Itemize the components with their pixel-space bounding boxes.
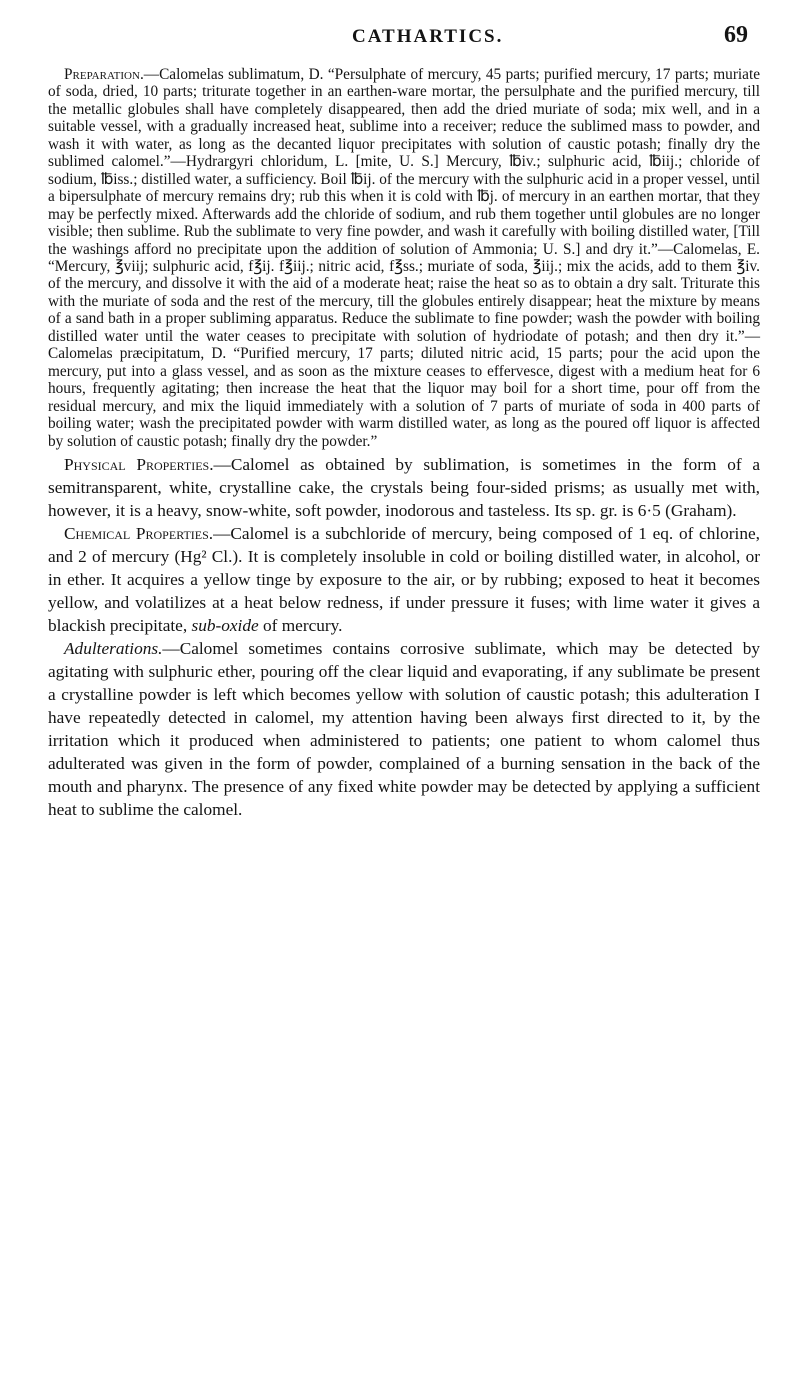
- sub-oxide-term: sub-oxide: [191, 615, 259, 635]
- chemical-properties-heading: Chemical Properties.: [64, 523, 214, 543]
- preparation-text: —Calomelas sublimatum, D. “Persulphate of mercury, 45 parts; purified mercury, 17 parts; muriate of soda, dried, 10 parts; triturate together in an earthen-ware mortar, the persulphate and the purified mercury, till the metallic globules shall have completely disappeared, then add the dried muriate of soda; mix well, and in a suitable vessel, with a gradually increased heat, sublime into a receiver; reduce the sublimed mass to powder, and wash it with water, as long as the decanted liquor precipitates with solution of caustic potash; finally dry the sublimed calomel.”—Hydrargyri chloridum, L. [mite, U. S.] Mercury, ℔iv.; sulphuric acid, ℔iij.; chloride of sodium, ℔iss.; distilled water, a sufficiency. Boil ℔ij. of the mercury with the sulphuric acid in a proper vessel, until a bipersulphate of mercury remains dry; rub this when it is cold with ℔j. of mercury in an earthen mortar, that they may be perfectly mixed. Afterwards add the chloride of sodium, and rub them together until globules are no longer visible; then sublime. Rub the sublimate to very fine powder, and wash it carefully with boiling distilled water, [Till the washings afford no precipitate upon the addition of solution of Ammonia; U. S.] and dry it.”—Calomelas, E. “Mercury, ℥viij; sulphuric acid, f℥ij. f℥iij.; nitric acid, f℥ss.; muriate of soda, ℥iij.; mix the acids, add to them ℥iv. of the mercury, and dissolve it with the aid of a moderate heat; raise the heat so as to obtain a dry salt. Triturate this with the muriate of soda and the rest of the mercury, till the globules entirely disappear; heat the mixture by means of a sand bath in a proper subliming apparatus. Reduce the sublimate to fine powder; wash the powder with boiling distilled water until the water ceases to precipitate with solution of hydriodate of potash; and then dry it.”—Calomelas præcipitatum, D. “Purified mercury, 17 parts; diluted nitric acid, 15 parts; pour the acid upon the mercury, put into a glass vessel, and as soon as the mixture ceases to effervesce, digest with a medium heat for 6 hours, frequently agitating; then increase the heat that the liquor may boil for a short time, pour off from the residual mercury, and mix the liquid immediately with a solution of 7 parts of muriate of soda in 400 parts of boiling water; wash the precipitated powder with warm distilled water, as long as the poured off liquor is affected by solution of caustic potash; finally dry the powder.”: [48, 66, 760, 450]
- preparation-heading: Preparation.: [64, 66, 144, 83]
- adulterations-text: —Calomel sometimes contains corrosive sublimate, which may be detected by agitating with sulphuric ether, pouring off the clear liquid and evaporating, if any sublimate be present a crystalline powder is left which becomes yellow with solution of caustic potash; this adulteration I have repeatedly detected in calomel, my attention having been always first directed to it, by the irritation which it produced when administered to patients; one patient to whom calomel thus adulterated was given in the form of powder, complained of a burning sensation in the back of the mouth and pharynx. The presence of any fixed white powder may be detected by applying a sufficient heat to sublime the calomel.: [48, 638, 760, 819]
- physical-properties-heading: Physical Properties.: [64, 454, 214, 474]
- chemical-properties-tail: of mercury.: [258, 615, 343, 635]
- chemical-properties-text: —Calomel is a subchloride of mercury, being composed of 1 eq. of chlorine, and 2 of mercury (Hg² Cl.). It is completely insoluble in cold or boiling distilled water, in alcohol, or in ether. It acquires a yellow tinge by exposure to the air, or by rubbing; exposed to heat it becomes yellow, and volatilizes at a heat below redness, if under pressure it fuses; with lime water it gives a blackish precipitate,: [48, 523, 760, 635]
- adulterations-heading: Adulterations.: [64, 638, 163, 658]
- page-number: 69: [724, 22, 748, 48]
- physical-properties-text: —Calomel as obtained by sublimation, is sometimes in the form of a semitransparent, white, crystalline cake, the crystals being four-sided prisms; as usually met with, however, it is a heavy, snow-white, soft powder, inodorous and tasteless. Its sp. gr. is 6·5 (Graham).: [48, 454, 760, 520]
- physical-properties-paragraph: [48, 453, 760, 522]
- running-head: CATHARTICS.: [352, 26, 504, 47]
- preparation-paragraph: [48, 66, 760, 450]
- adulterations-paragraph: [48, 637, 760, 821]
- body-text: [48, 66, 760, 821]
- chemical-properties-paragraph: [48, 522, 760, 637]
